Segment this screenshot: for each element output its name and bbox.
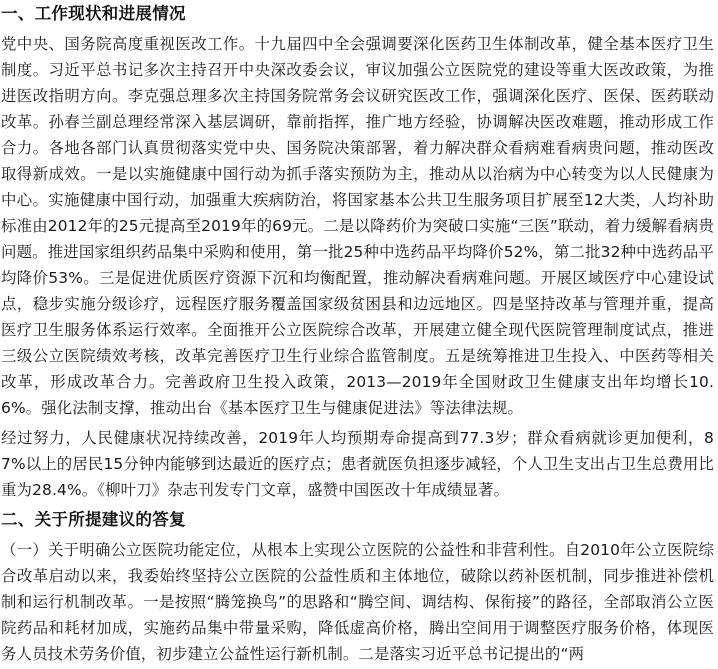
section-heading-current-status: 一、工作现状和进展情况 (1, 4, 186, 23)
paragraph-public-hospital-positioning: （一）关于明确公立医院功能定位，从根本上实现公立医院的公益性和非营利性。自2010年公立医院综合改革启动以来，我委始终坚持公立医院的公益性质和主体地位，破除以药补医机制，同步推进补偿机制和运行机制改革。一是按照“腾笼换鸟”的思路和“腾空间、调结构、保衔接”的路径，全部取消公立医院药品和耗材加成，实施药品集中带量采购，降低虚高价格，腾出空间用于调整医疗服务价格，体现医务人员技术劳务价值，初步建立公益性运行新机制。二是落实习近平总书记提出的“两 (1, 541, 714, 663)
section-heading-reply: 二、关于所提建议的答复 (1, 510, 186, 529)
paragraph-reform-progress: 党中央、国务院高度重视医改工作。十九届四中全会强调要深化医药卫生体制改革，健全基本医疗卫生制度。习近平总书记多次主持召开中央深改委会议，审议加强公立医院党的建设等重大医改政策，为推进医改指明方向。李克强总理多次主持国务院常务会议研究医改工作，强调深化医疗、医保、医药联动改革。孙春兰副总理经常深入基层调研，靠前指挥，推广地方经验，协调解决医改难题，推动形成工作合力。各地各部门认真贯彻落实党中央、国务院决策部署，着力解决群众看病难看病贵问题，推动医改取得新成效。一是以实施健康中国行动为抓手落实预防为主，推动从以治病为中心转变为以人民健康为中心。实施健康中国行动，加强重大疾病防治，将国家基本公共卫生服务项目扩展至12大类，人均补助标准由2012年的25元提高至2019年的69元。二是以降药价为突破口实施“三医”联动，着力缓解看病贵问题。推进国家组织药品集中采购和使用，第一批25种中选药品平均降价52%，第二批32种中选药品平均降价53%。三是促进优质医疗资源下沉和均衡配置，推动解决看病难问题。开展区域医疗中心建设试点，稳步实施分级诊疗，远程医疗服务覆盖国家级贫困县和边远地区。四是坚持改革与管理并重，提高医疗卫生服务体系运行效率。全面推开公立医院综合改革，开展建立健全现代医院管理制度试点，推进三级公立医院绩效考核，改革完善医疗卫生行业综合监管制度。五是统筹推进卫生投入、中医药等相关改革，形成改革合力。完善政府卫生投入政策，2013—2019年全国财政卫生健康支出年均增长10.6%。强化法制支撑，推动出台《基本医疗卫生与健康促进法》等法律法规。 (1, 35, 714, 417)
paragraph-achievements: 经过努力，人民健康状况持续改善，2019年人均预期寿命提高到77.3岁；群众看病就诊更加便利，87%以上的居民15分钟内能够到达最近的医疗点；患者就医负担逐步减轻，个人卫生支出占卫生总费用比重为28.4%。《柳叶刀》杂志刊发专门文章，盛赞中国医改十年成绩显著。 (1, 429, 714, 499)
